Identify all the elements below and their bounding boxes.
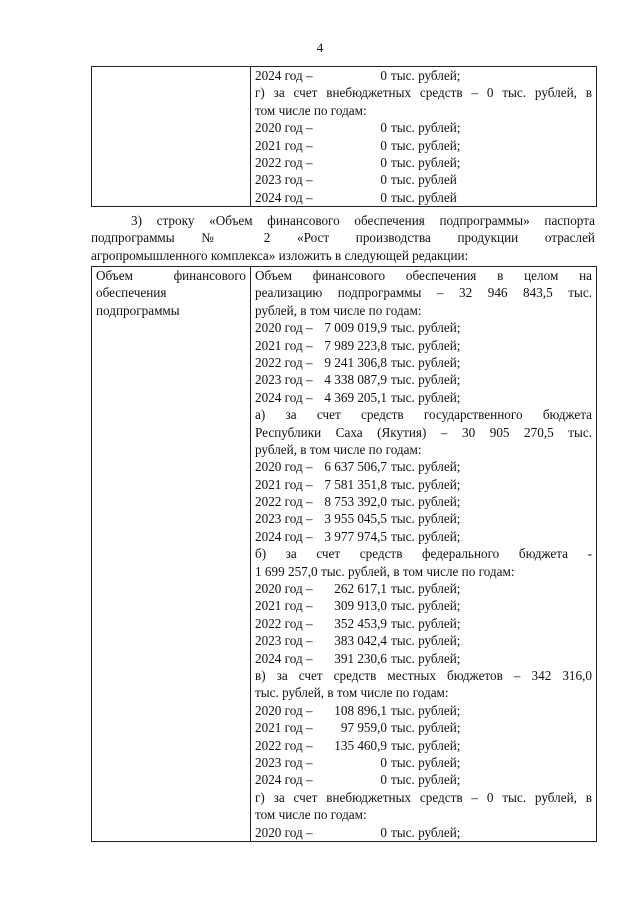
year-amount-row (251, 510, 596, 527)
year-label: 2021 год – (255, 337, 313, 353)
amount-value: 262 617,1 (334, 581, 387, 597)
amount-value: 0 (380, 189, 387, 205)
amount-value: 0 (380, 137, 387, 153)
year-amount-row (251, 719, 596, 736)
year-amount-row (251, 771, 596, 788)
text-line: в) за счет средств местных бюджетов – 342 316,0 (255, 667, 592, 683)
unit-label: тыс. рублей; (391, 137, 461, 153)
text-line: г) за счет внебюджетных средств – 0 тыс. рублей, в (255, 789, 592, 805)
year-amount-row (251, 597, 596, 614)
year-amount-row (251, 528, 596, 545)
label-line: обеспечения (96, 285, 167, 301)
year-amount-row (251, 650, 596, 667)
year-amount-row (251, 337, 596, 354)
amount-value: 6 637 506,7 (324, 459, 387, 475)
year-amount-row (251, 389, 596, 406)
unit-label: тыс. рублей; (391, 754, 461, 770)
amount-value: 108 896,1 (334, 702, 387, 718)
amount-value: 0 (380, 824, 387, 840)
year-label: 2020 год – (255, 459, 313, 475)
year-amount-row (251, 476, 596, 493)
year-amount-row (251, 754, 596, 771)
year-label: 2020 год – (255, 320, 313, 336)
year-label: 2022 год – (255, 494, 313, 510)
text-line: 1 699 257,0 тыс. рублей, в том числе по годам: (255, 563, 515, 579)
year-label: 2023 год – (255, 172, 313, 188)
text-line: том числе по годам: (255, 102, 367, 118)
year-label: 2022 год – (255, 354, 313, 370)
label-line: Объем финансового (96, 268, 246, 283)
year-amount-row (251, 493, 596, 510)
unit-label: тыс. рублей; (391, 154, 461, 170)
amount-value: 7 009 019,9 (324, 320, 387, 336)
amount-value: 97 959,0 (340, 720, 387, 736)
amount-value: 0 (380, 154, 387, 170)
unit-label: тыс. рублей; (391, 320, 461, 336)
year-amount-row (251, 67, 596, 84)
year-label: 2023 год – (255, 511, 313, 527)
year-label: 2023 год – (255, 633, 313, 649)
amount-value: 0 (380, 172, 387, 188)
year-label: 2022 год – (255, 154, 313, 170)
amount-value: 7 581 351,8 (324, 476, 387, 492)
year-label: 2022 год – (255, 737, 313, 753)
year-label: 2024 год – (255, 772, 313, 788)
year-label: 2021 год – (255, 476, 313, 492)
financing-table-continued (91, 66, 597, 207)
text-line: б) за счет средств федерального бюджета - (255, 546, 592, 562)
paragraph-line: агропромышленного комплекса» изложить в следующей редакции: (91, 247, 469, 263)
year-label: 2023 год – (255, 372, 313, 388)
year-amount-row (251, 458, 596, 475)
unit-label: тыс. рублей; (391, 354, 461, 370)
year-amount-row (251, 189, 596, 206)
unit-label: тыс. рублей; (391, 598, 461, 614)
amount-value: 309 913,0 (334, 598, 387, 614)
unit-label: тыс. рублей; (391, 459, 461, 475)
amount-value: 7 989 223,8 (324, 337, 387, 353)
unit-label: тыс. рублей; (391, 581, 461, 597)
year-label: 2021 год – (255, 720, 313, 736)
year-label: 2021 год – (255, 137, 313, 153)
year-label: 2020 год – (255, 824, 313, 840)
year-amount-row (251, 354, 596, 371)
year-amount-row (251, 154, 596, 171)
left-cell-label (92, 267, 251, 842)
year-label: 2020 год – (255, 120, 313, 136)
amount-value: 0 (380, 120, 387, 136)
amount-value: 352 453,9 (334, 615, 387, 631)
year-amount-row (251, 632, 596, 649)
unit-label: тыс. рублей (391, 172, 457, 188)
subprogram-financing-table (91, 266, 597, 842)
left-cell-empty (92, 67, 251, 207)
text-line: г) за счет внебюджетных средств – 0 тыс. рублей, в (255, 85, 592, 101)
year-label: 2022 год – (255, 615, 313, 631)
year-amount-row (251, 702, 596, 719)
year-label: 2021 год – (255, 598, 313, 614)
year-amount-row (251, 737, 596, 754)
amount-value: 8 753 392,0 (324, 494, 387, 510)
year-label: 2024 год – (255, 68, 313, 83)
amount-value: 383 042,4 (334, 633, 387, 649)
unit-label: тыс. рублей; (391, 68, 461, 83)
unit-label: тыс. рублей; (391, 476, 461, 492)
unit-label: тыс. рублей; (391, 702, 461, 718)
label-line: подпрограммы (96, 302, 180, 318)
year-label: 2024 год – (255, 389, 313, 405)
year-amount-row (251, 137, 596, 154)
amendment-paragraph (91, 212, 595, 264)
text-line: тыс. рублей, в том числе по годам: (255, 685, 449, 701)
unit-label: тыс. рублей (391, 189, 457, 205)
unit-label: тыс. рублей; (391, 720, 461, 736)
paragraph-line: 3) строку «Объем финансового обеспечения подпрограммы» паспорта (131, 213, 595, 228)
text-line: реализацию подпрограммы – 32 946 843,5 тыс. (255, 285, 592, 301)
text-line: рублей, в том числе по годам: (255, 441, 422, 457)
paragraph-line: подпрограммы № 2 «Рост производства продукции отраслей (91, 230, 595, 246)
text-line: рублей, в том числе по годам: (255, 302, 422, 318)
year-amount-row (251, 319, 596, 336)
amount-value: 0 (380, 68, 387, 83)
year-amount-row (251, 119, 596, 136)
year-label: 2024 год – (255, 189, 313, 205)
year-amount-row (251, 371, 596, 388)
year-amount-row (251, 580, 596, 597)
year-label: 2023 год – (255, 754, 313, 770)
unit-label: тыс. рублей; (391, 772, 461, 788)
unit-label: тыс. рублей; (391, 633, 461, 649)
unit-label: тыс. рублей; (391, 120, 461, 136)
unit-label: тыс. рублей; (391, 389, 461, 405)
amount-value: 9 241 306,8 (324, 354, 387, 370)
unit-label: тыс. рублей; (391, 650, 461, 666)
year-amount-row (251, 171, 596, 188)
unit-label: тыс. рублей; (391, 372, 461, 388)
unit-label: тыс. рублей; (391, 494, 461, 510)
unit-label: тыс. рублей; (391, 337, 461, 353)
year-label: 2020 год – (255, 581, 313, 597)
amount-value: 4 369 205,1 (324, 389, 387, 405)
page-number: 4 (316, 40, 324, 55)
amount-value: 391 230,6 (334, 650, 387, 666)
text-line: том числе по годам: (255, 807, 367, 823)
unit-label: тыс. рублей; (391, 511, 461, 527)
amount-value: 4 338 087,9 (324, 372, 387, 388)
unit-label: тыс. рублей; (391, 737, 461, 753)
unit-label: тыс. рублей; (391, 528, 461, 544)
unit-label: тыс. рублей; (391, 824, 461, 840)
text-line: Республики Саха (Якутия) – 30 905 270,5 тыс. (255, 424, 592, 440)
year-amount-row (251, 615, 596, 632)
year-label: 2024 год – (255, 528, 313, 544)
year-label: 2020 год – (255, 702, 313, 718)
right-cell (251, 67, 597, 207)
text-line: Объем финансового обеспечения в целом на (255, 268, 592, 283)
amount-value: 3 955 045,5 (324, 511, 387, 527)
unit-label: тыс. рублей; (391, 615, 461, 631)
text-line: а) за счет средств государственного бюджета (255, 407, 592, 423)
right-cell-content (251, 267, 597, 842)
amount-value: 0 (380, 772, 387, 788)
year-label: 2024 год – (255, 650, 313, 666)
amount-value: 0 (380, 754, 387, 770)
amount-value: 135 460,9 (334, 737, 387, 753)
year-amount-row (251, 824, 596, 841)
amount-value: 3 977 974,5 (324, 528, 387, 544)
